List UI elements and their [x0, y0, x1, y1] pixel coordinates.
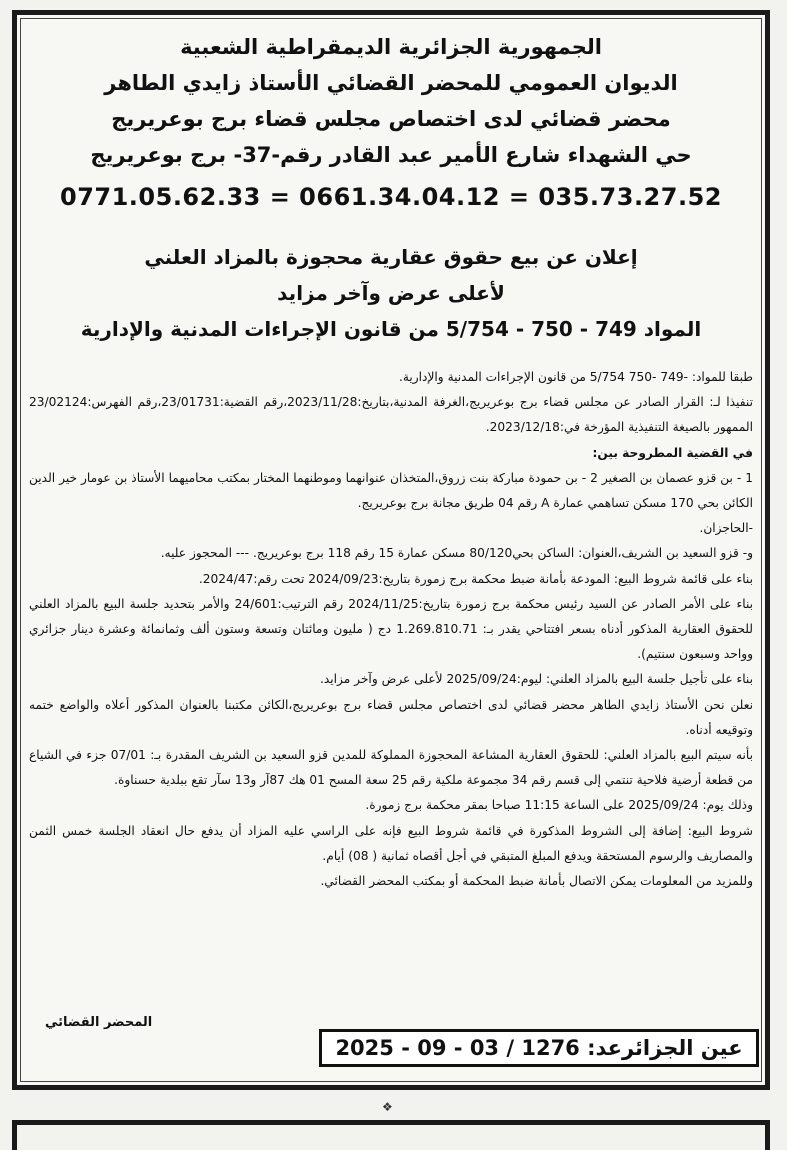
- title-line-3: المواد 749 - 750 - 5/754 من قانون الإجراءات المدنية والإدارية: [80, 317, 702, 341]
- title-line-1: إعلان عن بيع حقوق عقارية محجوزة بالمزاد العلني: [144, 245, 638, 269]
- body-paragraph-property: بأنه سيتم البيع بالمزاد العلني: للحقوق العقارية المشاعة المحجوزة المملوكة للمدين قزو السعيد بن الشريف المقدرة بـ: 07/01 جزء في الشياع من قطعة أرضية فلاحية تنتمي إلى قسم رقم 34 مجموعة ملكية رقم 25 سعة المسح 01 هك 87آر و13 سآر تقع ببلدية حسناوة.: [29, 748, 753, 788]
- next-announcement-frame: [12, 1120, 770, 1150]
- header-line-republic: الجمهورية الجزائرية الديمقراطية الشعبية: [180, 35, 602, 59]
- announcement-title: [29, 239, 753, 347]
- publication-reference-box: عين الجزائرعد: 1276 / 03 - 09 - 2025: [319, 1029, 759, 1067]
- body-paragraph-contact: وللمزيد من المعلومات يمكن الاتصال بأمانة ضبط المحكمة أو بمكتب المحضر القضائي.: [320, 874, 753, 889]
- body-paragraph-debtor: و- قزو السعيد بن الشريف،العنوان: الساكن بحي80/120 مسكن عمارة 15 رقم 118 برج بوعريريج. --- المحجوز عليه.: [160, 546, 753, 561]
- body-paragraph-sale-conditions-deposit: بناء على قائمة شروط البيع: المودعة بأمانة ضبط محكمة برج زمورة بتاريخ:2024/09/23 تحت رقم:2024/47.: [198, 571, 753, 586]
- header-phones: 0771.05.62.33 = 0661.34.04.12 = 035.73.27.52: [60, 183, 722, 211]
- issuer-header: [29, 29, 753, 217]
- signature-row: [29, 1015, 753, 1061]
- body-paragraph-creditors: 1 - بن قزو عصمان بن الصغير 2 - بن حمودة مباركة بنت زروق،المتخذان عنوانهما وموطنهما المختار بمكتب محاميهما الأستاذ بن عومار خير الدين الكائن بحي 170 مسكن تساهمي عمارة A رقم 04 طريق مجانة برج بوعريريج.: [29, 470, 753, 511]
- body-paragraph-execution: تنفيذا لـ: القرار الصادر عن مجلس قضاء برج بوعريريج،الغرفة المدنية،بتاريخ:2023/11/28،رقم القضية:23/01731،رقم الفهرس:23/02124 الممهور بالصيغة التنفيذية المؤرخة في:2023/12/18.: [29, 395, 753, 435]
- header-line-jurisdiction: محضر قضائي لدى اختصاص مجلس قضاء برج بوعريريج: [111, 107, 671, 131]
- body-paragraph-postponement: بناء على تأجيل جلسة البيع بالمزاد العلني: ليوم:2025/09/24 لأعلى عرض وآخر مزايد.: [320, 672, 753, 687]
- body-paragraph-parties-intro: في القضية المطروحة بين:: [592, 445, 753, 460]
- announcement-body: [29, 365, 753, 894]
- announcement-frame: [12, 10, 770, 1090]
- body-paragraph-date-time: وذلك يوم: 2025/09/24 على الساعة 11:15 صباحا بمقر محكمة برج زمورة.: [365, 798, 753, 813]
- header-line-address: حي الشهداء شارع الأمير عبد القادر رقم-37- برج بوعريريج: [90, 143, 692, 167]
- header-line-office: الديوان العمومي للمحضر القضائي الأستاذ زايدي الطاهر: [104, 71, 678, 95]
- body-paragraph-court-order: بناء على الأمر الصادر عن السيد رئيس محكمة برج زمورة بتاريخ:2024/11/25 رقم الترتيب:24/601 والأمر بتحديد جلسة البيع بالمزاد العلني للحقوق العقارية المذكور أدناه بسعر افتتاحي يقدر بـ: 1.269.810.71 دج ( مليون ومائتان وتسعة وستون ألف وثمانمائة وعشرة دينار جزائري وواحد وسبعون سنتيم).: [29, 596, 754, 662]
- body-paragraph-creditors-label: -الحاجزان.: [699, 521, 753, 536]
- bailiff-signature: المحضر القضائي: [45, 1015, 153, 1030]
- title-line-2: لأعلى عرض وآخر مزايد: [277, 281, 505, 305]
- body-paragraph-terms: شروط البيع: إضافة إلى الشروط المذكورة في قائمة شروط البيع فإنه على الراسي عليه المزاد أن يدفع حال انعقاد الجلسة خمس الثمن والمصاريف والرسوم المستحقة ويدفع المبلغ المتبقي في أجل أقصاه ثمانية ( 08) أيام.: [29, 823, 753, 863]
- body-paragraph-legal-basis: طبقا للمواد: -749 -750 5/754 من قانون الإجراءات المدنية والإدارية.: [398, 370, 753, 384]
- separator-mark-icon: ❖: [382, 1100, 393, 1114]
- body-paragraph-announcer: نعلن نحن الأستاذ زايدي الطاهر محضر قضائي لدى اختصاص مجلس قضاء برج بوعريريج،الكائن مكتبنا بالعنوان المذكور أعلاه والواضع ختمه وتوقيعه أدناه.: [29, 697, 753, 737]
